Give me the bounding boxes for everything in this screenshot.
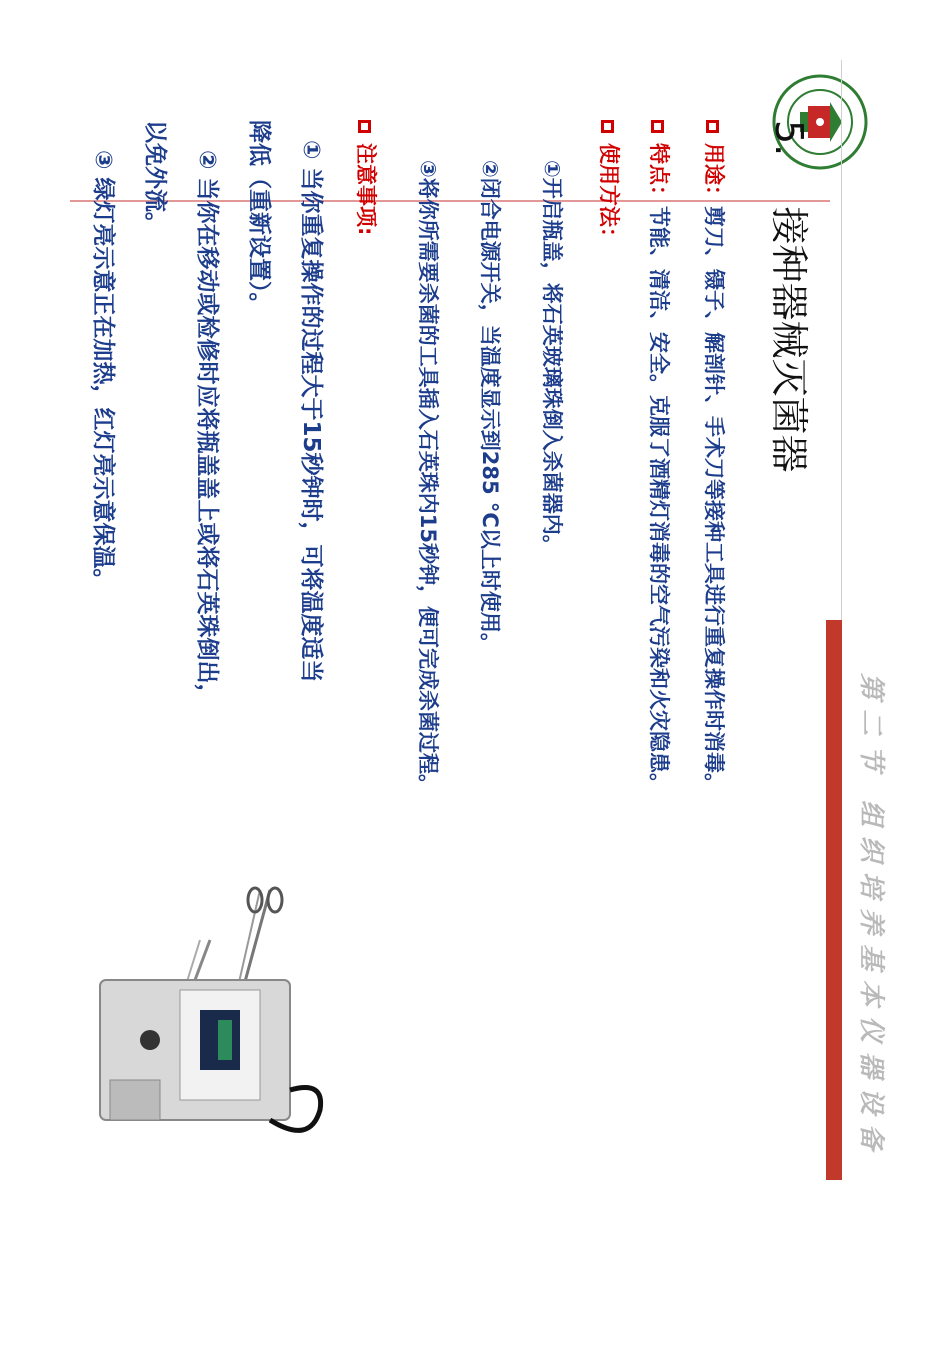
bullet-icon — [359, 120, 372, 133]
method-step: ②闭合电源开关，当温度显示到285 °C以上时使用。 — [478, 160, 502, 654]
note-line: 降低（重新设置）。 — [246, 120, 272, 316]
method-step: ①开启瓶盖，将石英玻璃珠倒入杀菌器内。 — [540, 160, 564, 556]
page-title — [765, 120, 820, 1120]
feature-label: 特点： — [647, 143, 671, 206]
use-text: 剪刀、镊子、解剖针、手术刀等接种工具进行重复操作时消毒。 — [702, 206, 726, 794]
method-step: ③将你所需要杀菌的工具插入石英珠内15秒钟，便可完成杀菌过程。 — [416, 160, 440, 796]
sterilizer-device-icon — [80, 880, 330, 1150]
accent-bar — [826, 620, 842, 1180]
notes-row — [352, 120, 382, 1120]
bullet-icon — [602, 120, 615, 133]
note-line: ① 当你重复操作的过程大于15秒钟时，可将温度适当 — [298, 140, 324, 683]
slide — [60, 60, 890, 1160]
use-row — [700, 120, 730, 1120]
bullet-icon — [652, 120, 665, 133]
note-line: ③ 绿灯亮示意正在加热，红灯亮示意保温。 — [90, 150, 116, 592]
use-label: 用途： — [702, 143, 726, 206]
title-rule — [841, 60, 842, 620]
notes-label: 注意事项: — [354, 143, 378, 236]
section-title: 第二节 组织培养基本仪器设备 — [856, 672, 886, 1160]
method-row — [595, 120, 625, 1120]
bullet-icon — [707, 120, 720, 133]
feature-row — [645, 120, 675, 1120]
method-label: 使用方法： — [597, 143, 621, 248]
note-line: ② 当你在移动或检修时应将瓶盖盖上或将石英珠倒出， — [194, 150, 220, 707]
heading-number: 5. — [767, 120, 811, 157]
feature-text: 节能、清洁、安全。克服了酒精灯消毒的空气污染和火灾隐患。 — [647, 206, 671, 794]
heading-title: 接种器械灭菌器 — [767, 206, 811, 473]
note-line: 以免外流。 — [142, 120, 168, 235]
